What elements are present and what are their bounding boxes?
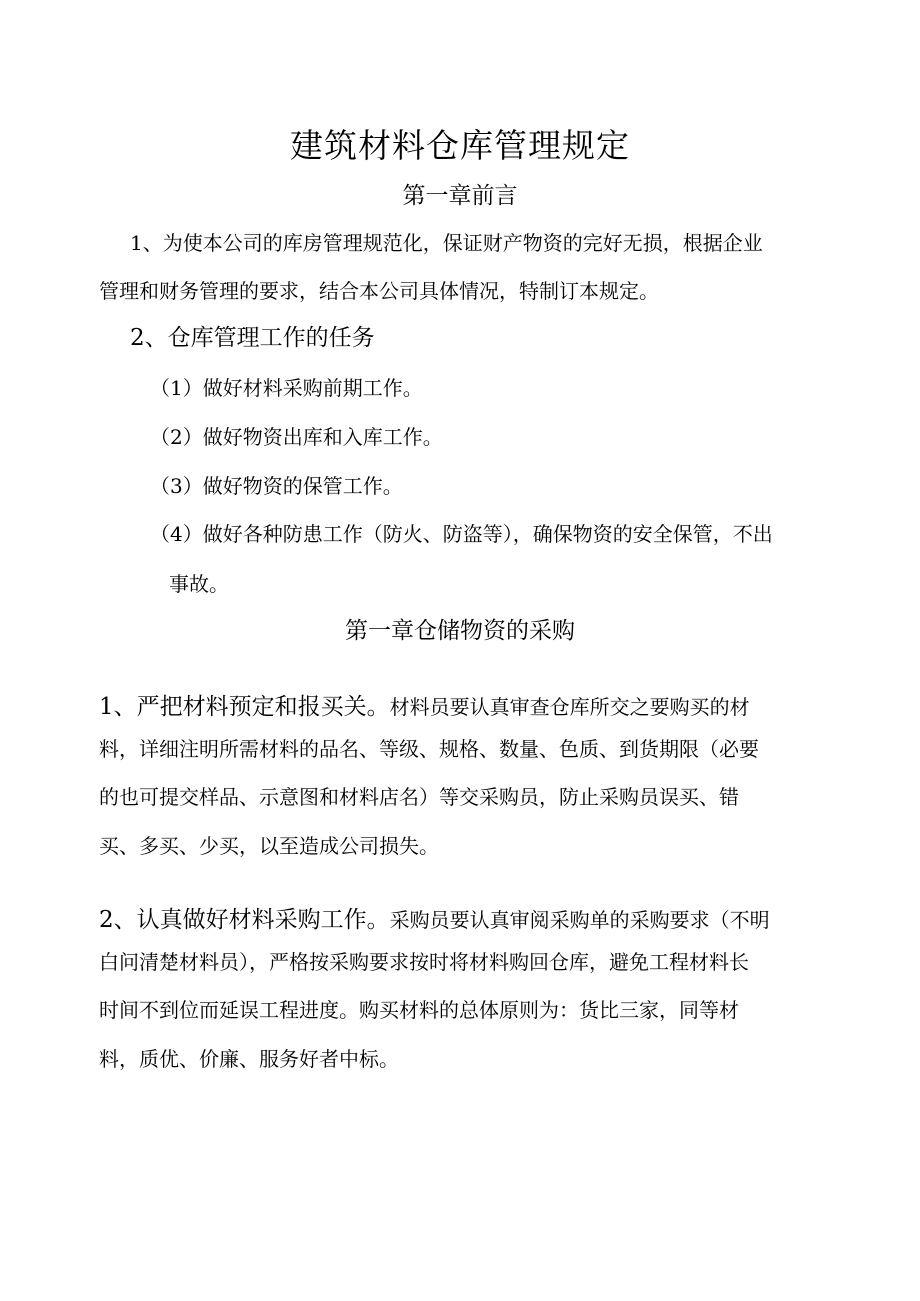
section1-line4: 买、多买、少买，以至造成公司损失。 <box>99 834 439 858</box>
section2-lead: 2、认真做好材料采购工作。 <box>99 907 390 933</box>
task-item-4: （4）做好各种防患工作（防火、防盗等），确保物资的安全保管，不出 <box>150 522 773 546</box>
section2-line4: 料，质优、价廉、服务好者中标。 <box>99 1047 399 1071</box>
task-item-1: （1）做好材料采购前期工作。 <box>150 376 423 400</box>
section1-line1-text: 材料员要认真审查仓库所交之要购买的材 <box>389 695 750 719</box>
section2-line3: 时间不到位而延误工程进度。购买材料的总体原则为：货比三家，同等材 <box>99 998 739 1022</box>
section2-line1 <box>99 901 770 934</box>
chapter-1-heading: 第一章前言 <box>402 183 518 209</box>
task-item-4-continuation: 事故。 <box>169 572 229 596</box>
task-item-2: （2）做好物资出库和入库工作。 <box>150 425 443 449</box>
section1-line3: 的也可提交样品、示意图和材料店名）等交采购员，防止采购员误买、错 <box>99 785 739 809</box>
item2-heading: 2、仓库管理工作的任务 <box>130 325 375 351</box>
item1-line1: 1、为使本公司的库房管理规范化，保证财产物资的完好无损，根据企业 <box>130 231 763 255</box>
section2-line1-text: 采购员要认真审阅采购单的采购要求（不明 <box>389 908 770 932</box>
task-item-3: （3）做好物资的保管工作。 <box>150 474 403 498</box>
section1-line2: 料，详细注明所需材料的品名、等级、规格、数量、色质、到货期限（必要 <box>99 737 759 761</box>
section1-lead: 1、严把材料预定和报买关。 <box>99 694 390 720</box>
item1-line2: 管理和财务管理的要求，结合本公司具体情况，特制订本规定。 <box>99 279 659 303</box>
chapter-2-heading: 第一章仓储物资的采购 <box>345 618 575 644</box>
document-title: 建筑材料仓库管理规定 <box>290 126 630 165</box>
section1-line1 <box>99 688 750 721</box>
section2-line2: 白问清楚材料员），严格按采购要求按时将材料购回仓库，避免工程材料长 <box>99 950 749 974</box>
